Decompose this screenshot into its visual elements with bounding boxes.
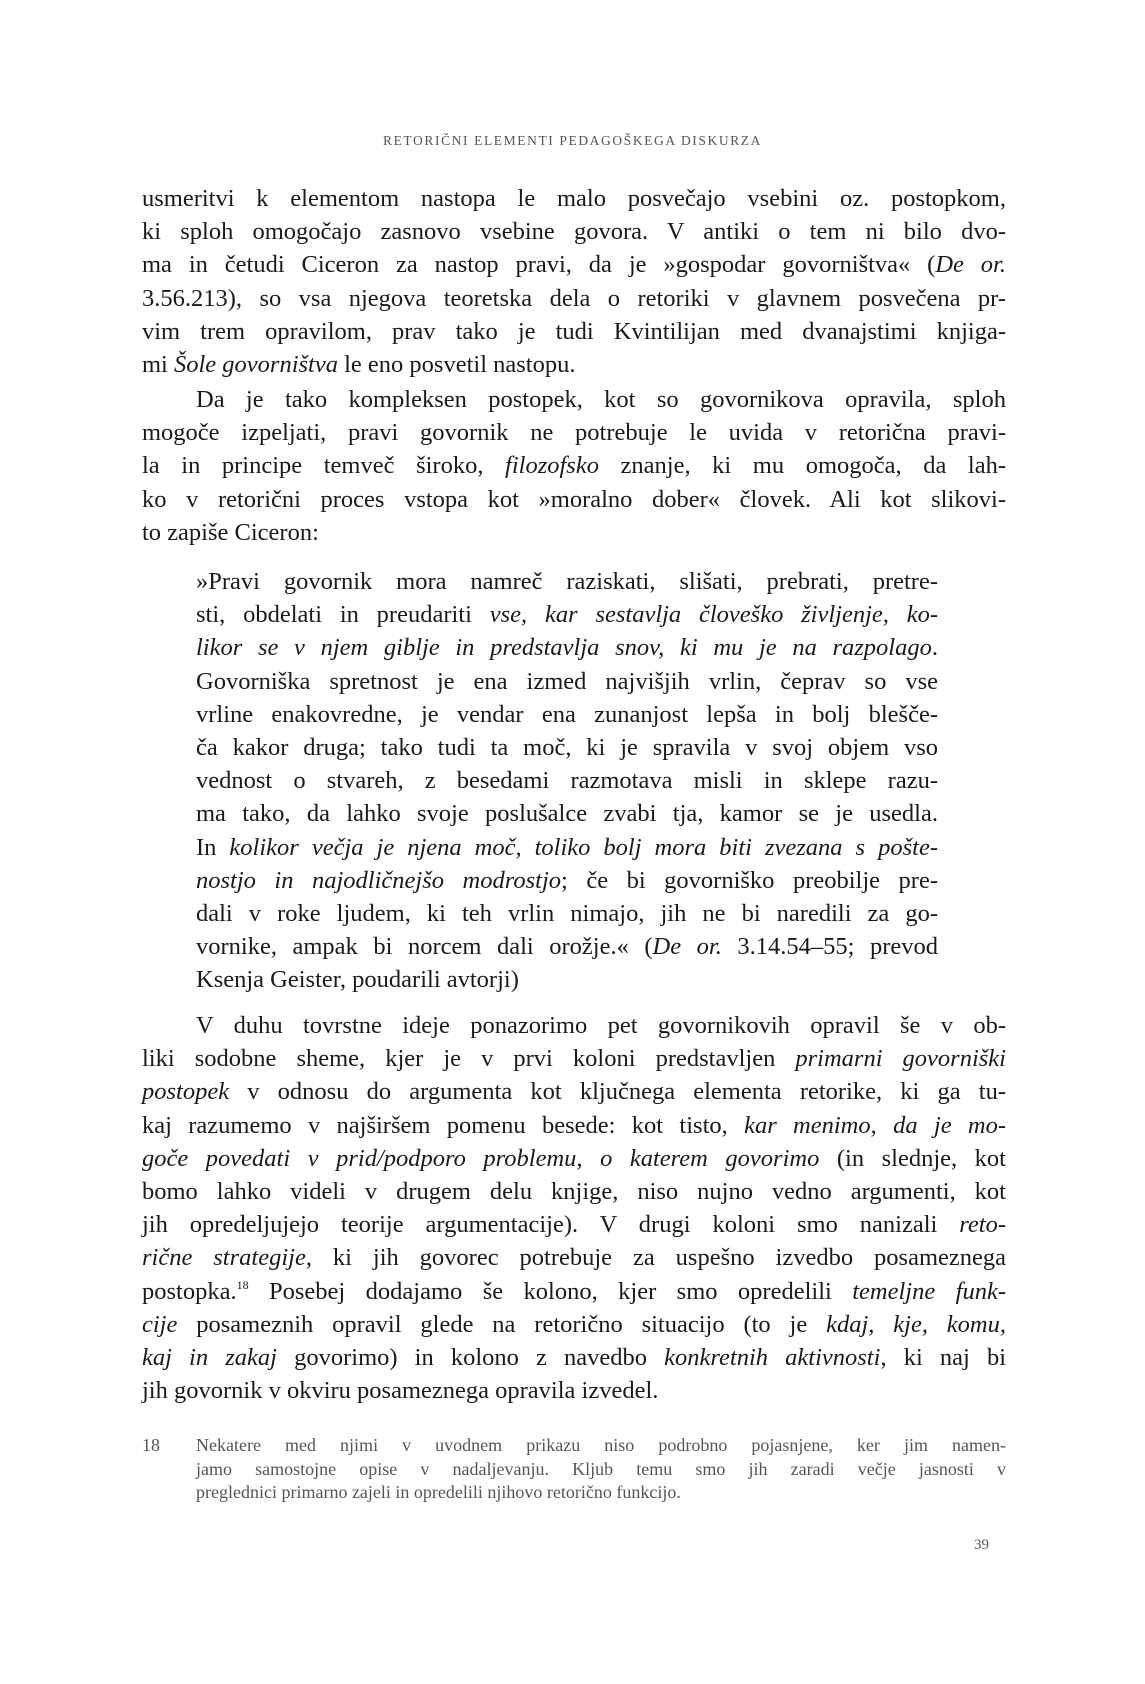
text-line: mogoče izpeljati, pravi govornik ne potrebuje le uvida v retorična pravi- <box>142 419 1006 447</box>
footnote-line: Nekatere med njimi v uvodnem prikazu niso podrobno pojasnjene, ker jim namen- <box>196 1435 1006 1455</box>
text-line: ma in četudi Ciceron za nastop pravi, da je »gospodar govorništva« (De or. <box>142 251 1006 279</box>
text-line: Da je tako kompleksen postopek, kot so govornikova opravila, sploh <box>196 386 1006 413</box>
text-line: goče povedati v prid/podporo problemu, o katerem govorimo (in slednje, kot <box>142 1144 1006 1172</box>
text-line: liki sodobne sheme, kjer je v prvi koloni predstavljen primarni govorniški <box>142 1045 1006 1073</box>
text-line: kaj in zakaj govorimo) in kolono z navedbo konkretnih aktivnosti, ki naj bi <box>142 1344 1006 1372</box>
quote-line: Govorniška spretnost je ena izmed najvišjih vrlin, čeprav so vse <box>196 667 938 695</box>
running-head: RETORIČNI ELEMENTI PEDAGOŠKEGA DISKURZA <box>382 133 763 148</box>
text-line: usmeritvi k elementom nastopa le malo posvečajo vsebini oz. postopkom, <box>142 185 1006 212</box>
text-line: la in principe temveč široko, filozofsko znanje, ki mu omogoča, da lah- <box>142 452 1006 480</box>
paragraph-2 <box>142 383 1006 549</box>
footnote <box>142 1434 1006 1505</box>
quote-line: In kolikor večja je njena moč, toliko bolj mora biti zvezana s pošte- <box>196 833 938 861</box>
footnote-line: preglednici primarno zajeli in opredelili njihovo retorično funkcijo. <box>196 1482 681 1502</box>
text-line: kaj razumemo v najširšem pomenu besede: kot tisto, kar menimo, da je mo- <box>142 1111 1006 1139</box>
text-line: 3.56.213), so vsa njegova teoretska dela o retoriki v glavnem posvečena pr- <box>142 284 1006 312</box>
text-line: bomo lahko videli v drugem delu knjige, niso nujno vedno argumenti, kot <box>142 1178 1006 1206</box>
quote-line: vednost o stvareh, z besedami razmotava misli in sklepe razu- <box>196 767 938 795</box>
footnote-line: jamo samostojne opise v nadaljevanju. Kljub temu smo jih zaradi večje jasnosti v <box>196 1458 1006 1479</box>
text-line: V duhu tovrstne ideje ponazorimo pet govornikovih opravil še v ob- <box>196 1012 1006 1039</box>
quote-line: vornike, ampak bi norcem dali orožje.« (De or. 3.14.54–55; prevod <box>196 933 939 961</box>
quote-line: ča kakor druga; tako tudi ta moč, ki je spravila v svoj objem vso <box>196 734 938 762</box>
quote-line: ma tako, da lahko svoje poslušalce zvabi tja, kamor se je usedla. <box>196 800 938 828</box>
text-line: jih govornik v okviru posameznega opravila izvedel. <box>142 1377 659 1405</box>
text-line: cije posameznih opravil glede na retorično situacijo (to je kdaj, kje, komu, <box>142 1310 1007 1338</box>
quote-line: nostjo in najodličnejšo modrostjo; če bi govorniško preobilje pre- <box>196 866 938 894</box>
footnote-ref[interactable]: 18 <box>236 1277 249 1292</box>
paragraph-3 <box>142 1009 1006 1407</box>
quote-line: likor se v njem giblje in predstavlja snov, ki mu je na razpolago. <box>196 634 938 662</box>
text-line: ki sploh omogočajo zasnovo vsebine govora. V antiki o tem ni bilo dvo- <box>142 218 1006 246</box>
text-line: vim trem opravilom, prav tako je tudi Kvintilijan med dvanajstimi knjiga- <box>142 317 1006 345</box>
text-line: rične strategije, ki jih govorec potrebuje za uspešno izvedbo posameznega <box>142 1244 1006 1272</box>
footnote-number: 18 <box>142 1435 160 1455</box>
text-line: to zapiše Ciceron: <box>142 518 319 546</box>
text-line: postopek v odnosu do argumenta kot ključnega elementa retorike, ki ga tu- <box>142 1078 1006 1106</box>
text-line: ko v retorični proces vstopa kot »moralno dober« človek. Ali kot slikovi- <box>142 485 1006 513</box>
quote-line: vrline enakovredne, je vendar ena zunanjost lepša in bolj blešče- <box>196 700 938 728</box>
text-line: mi Šole govorništva le eno posvetil nastopu. <box>142 351 576 379</box>
page-number: 39 <box>974 1537 989 1553</box>
quote-line: dali v roke ljudem, ki teh vrlin nimajo, jih ne bi naredili za go- <box>196 900 938 928</box>
quote-line: sti, obdelati in preudariti vse, kar sestavlja človeško življenje, ko- <box>196 601 938 629</box>
paragraph-1 <box>142 182 1006 381</box>
quote-line: Ksenja Geister, poudarili avtorji) <box>196 966 519 994</box>
text-line: postopka.$^{18}$ Posebej dodajamo še kolono, kjer smo opredelili temeljne funk- <box>142 1277 1007 1305</box>
footnote-text <box>196 1434 1006 1505</box>
text-line: jih opredeljujejo teorije argumentacije). V drugi koloni smo nanizali reto- <box>142 1211 1006 1239</box>
block-quote <box>196 565 938 997</box>
quote-line: »Pravi govornik mora namreč raziskati, slišati, prebrati, pretre- <box>196 568 938 595</box>
